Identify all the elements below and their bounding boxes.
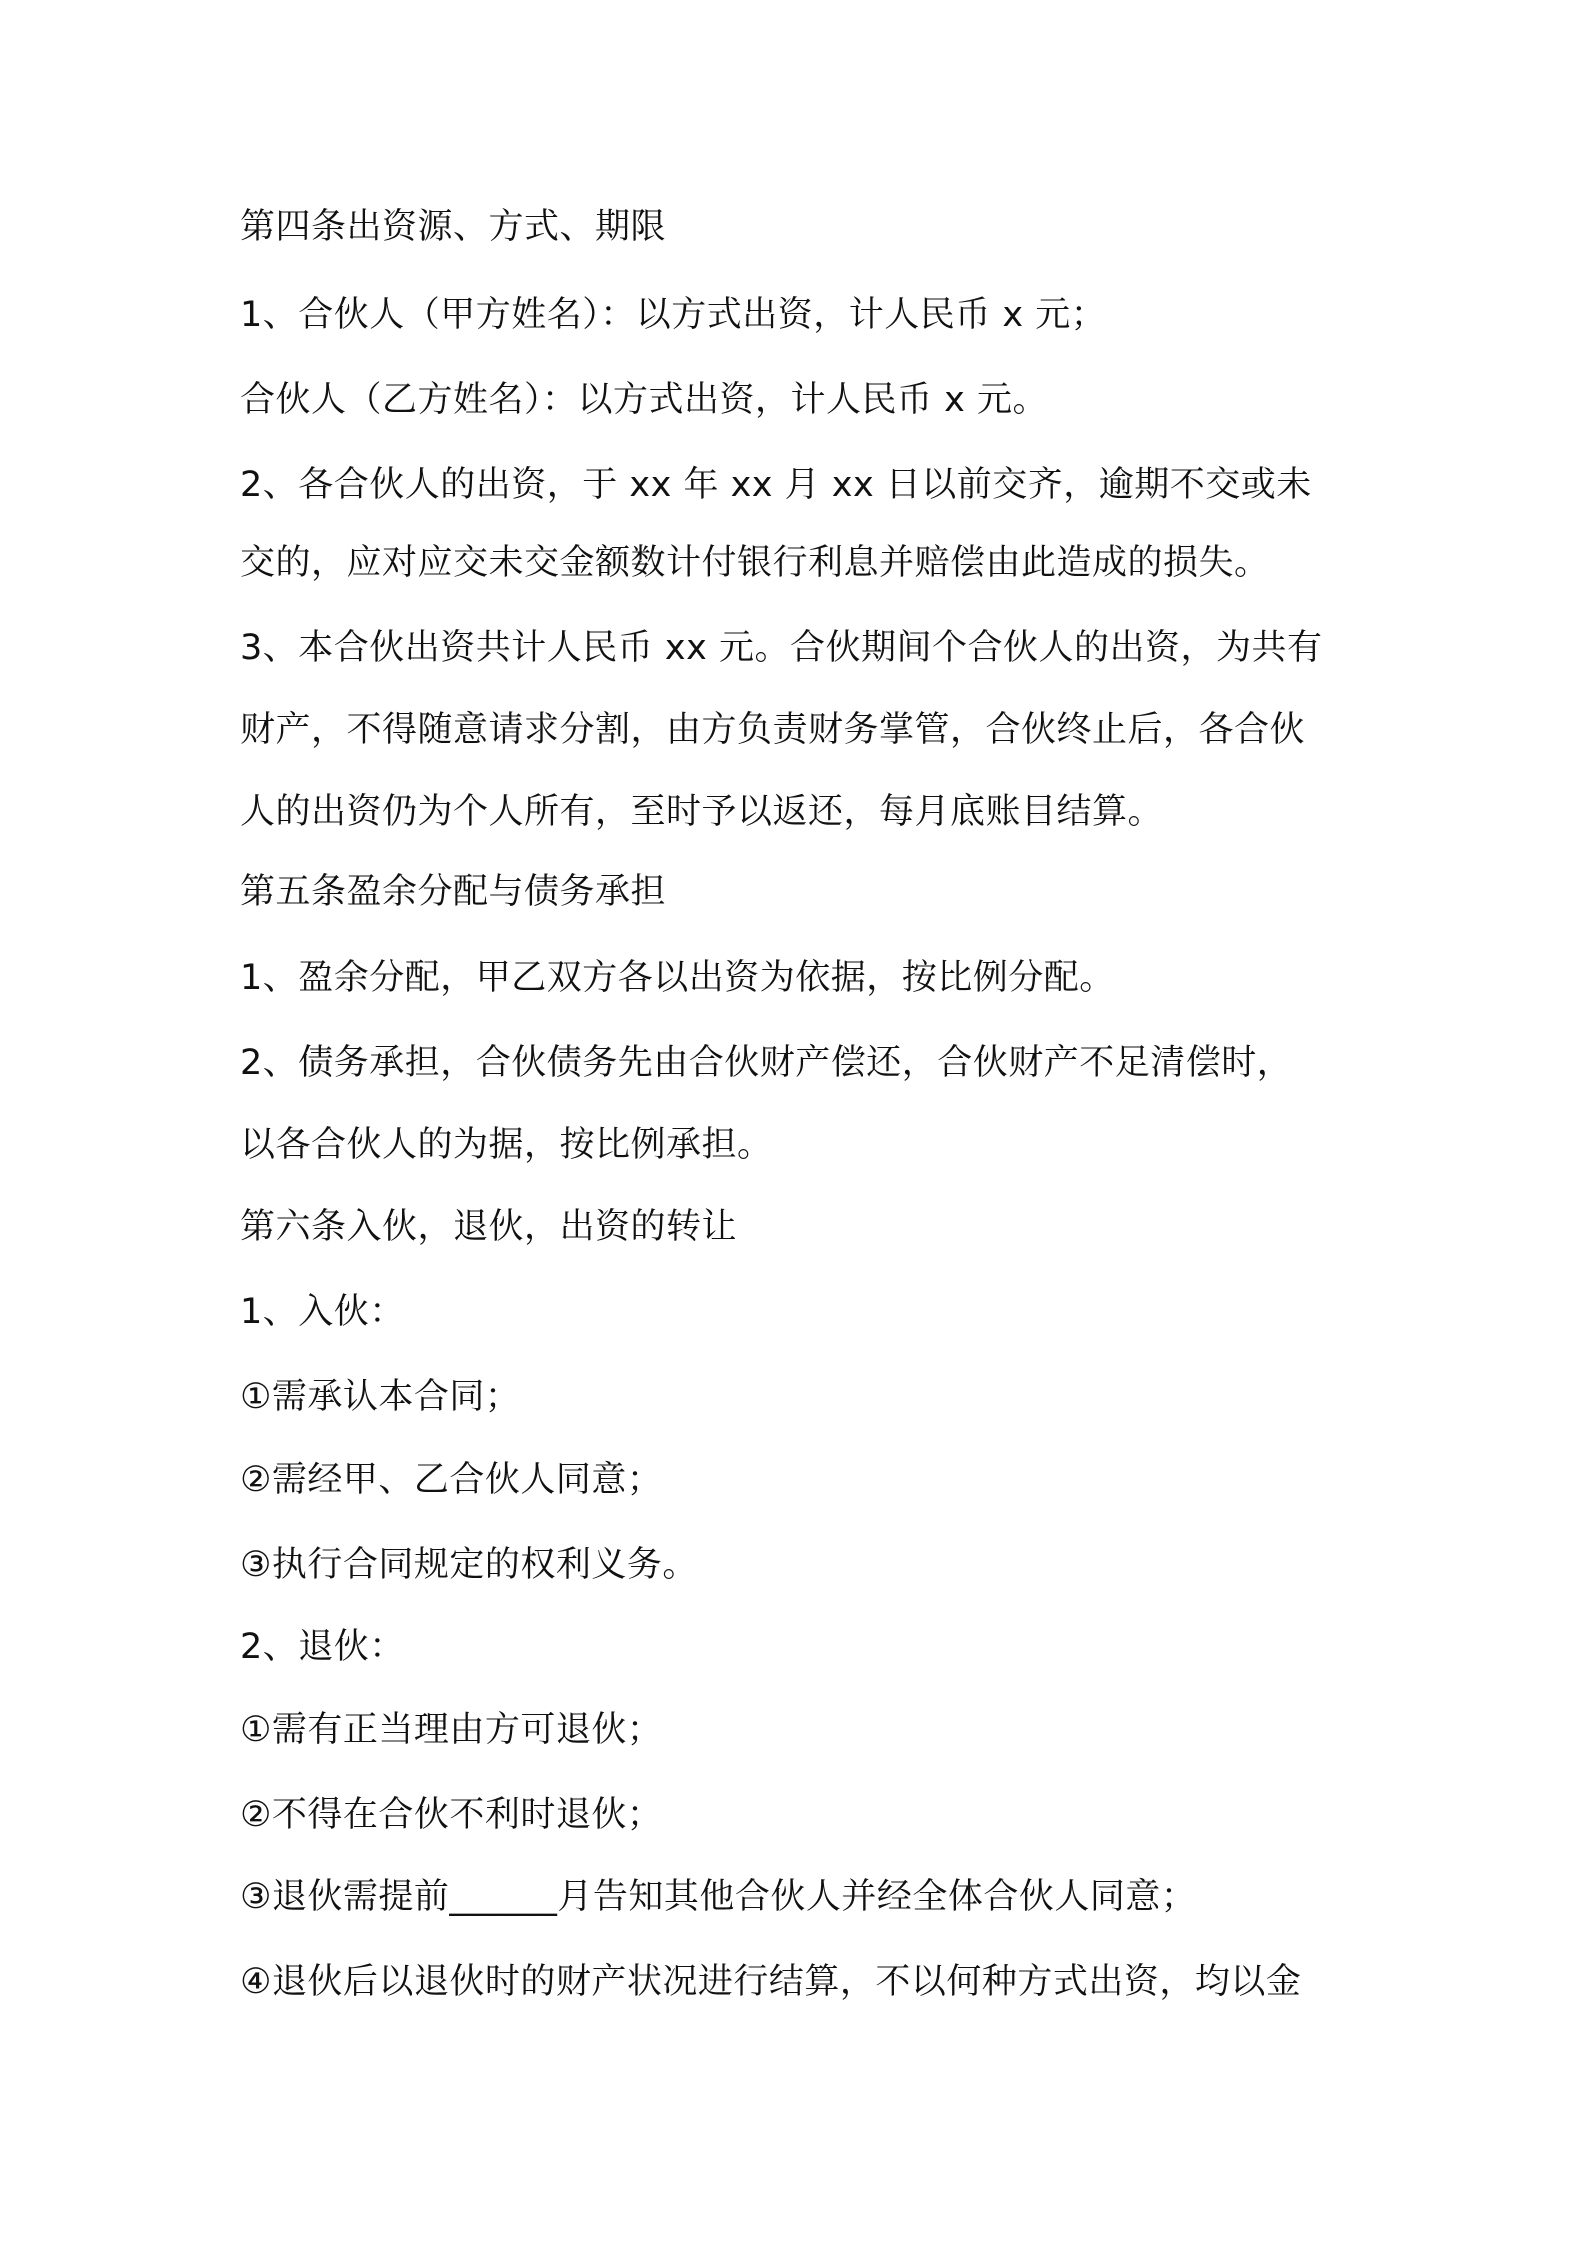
list-item: ①需承认本合同； — [240, 1377, 521, 1417]
list-item: ③退伙需提前______月告知其他合伙人并经全体合伙人同意； — [240, 1877, 1197, 1917]
list-heading: 1、入伙： — [240, 1292, 405, 1332]
paragraph-line: 2、债务承担，合伙债务先由合伙财产偿还，合伙财产不足清偿时， — [240, 1043, 1293, 1083]
paragraph-line: 1、合伙人（甲方姓名）：以方式出资，计人民币 x 元； — [240, 295, 1107, 335]
paragraph-line: 交的，应对应交未交金额数计付银行利息并赔偿由此造成的损失。 — [240, 543, 1270, 583]
paragraph-line: 财产，不得随意请求分割，由方负责财务掌管，合伙终止后，各合伙 — [240, 710, 1306, 750]
paragraph-line: 人的出资仍为个人所有，至时予以返还，每月底账目结算。 — [240, 792, 1164, 832]
list-item: ④退伙后以退伙时的财产状况进行结算，不以何种方式出资，均以金 — [240, 1962, 1302, 2002]
list-item: ①需有正当理由方可退伙； — [240, 1710, 663, 1750]
paragraph-line: 1、盈余分配，甲乙双方各以出资为依据，按比例分配。 — [240, 958, 1115, 998]
list-heading: 2、退伙： — [240, 1627, 405, 1667]
list-item: ②不得在合伙不利时退伙； — [240, 1795, 663, 1835]
paragraph-line: 2、各合伙人的出资，于 xx 年 xx 月 xx 日以前交齐，逾期不交或未 — [240, 465, 1312, 505]
section-heading-4: 第四条出资源、方式、期限 — [240, 207, 667, 247]
paragraph-line: 3、本合伙出资共计人民币 xx 元。合伙期间个合伙人的出资，为共有 — [240, 628, 1323, 668]
paragraph-line: 合伙人（乙方姓名）：以方式出资，计人民币 x 元。 — [240, 380, 1048, 420]
list-item: ②需经甲、乙合伙人同意； — [240, 1460, 663, 1500]
list-item: ③执行合同规定的权利义务。 — [240, 1545, 698, 1585]
section-heading-5: 第五条盈余分配与债务承担 — [240, 872, 667, 912]
section-heading-6: 第六条入伙，退伙，出资的转让 — [240, 1207, 738, 1247]
paragraph-line: 以各合伙人的为据，按比例承担。 — [240, 1125, 773, 1165]
